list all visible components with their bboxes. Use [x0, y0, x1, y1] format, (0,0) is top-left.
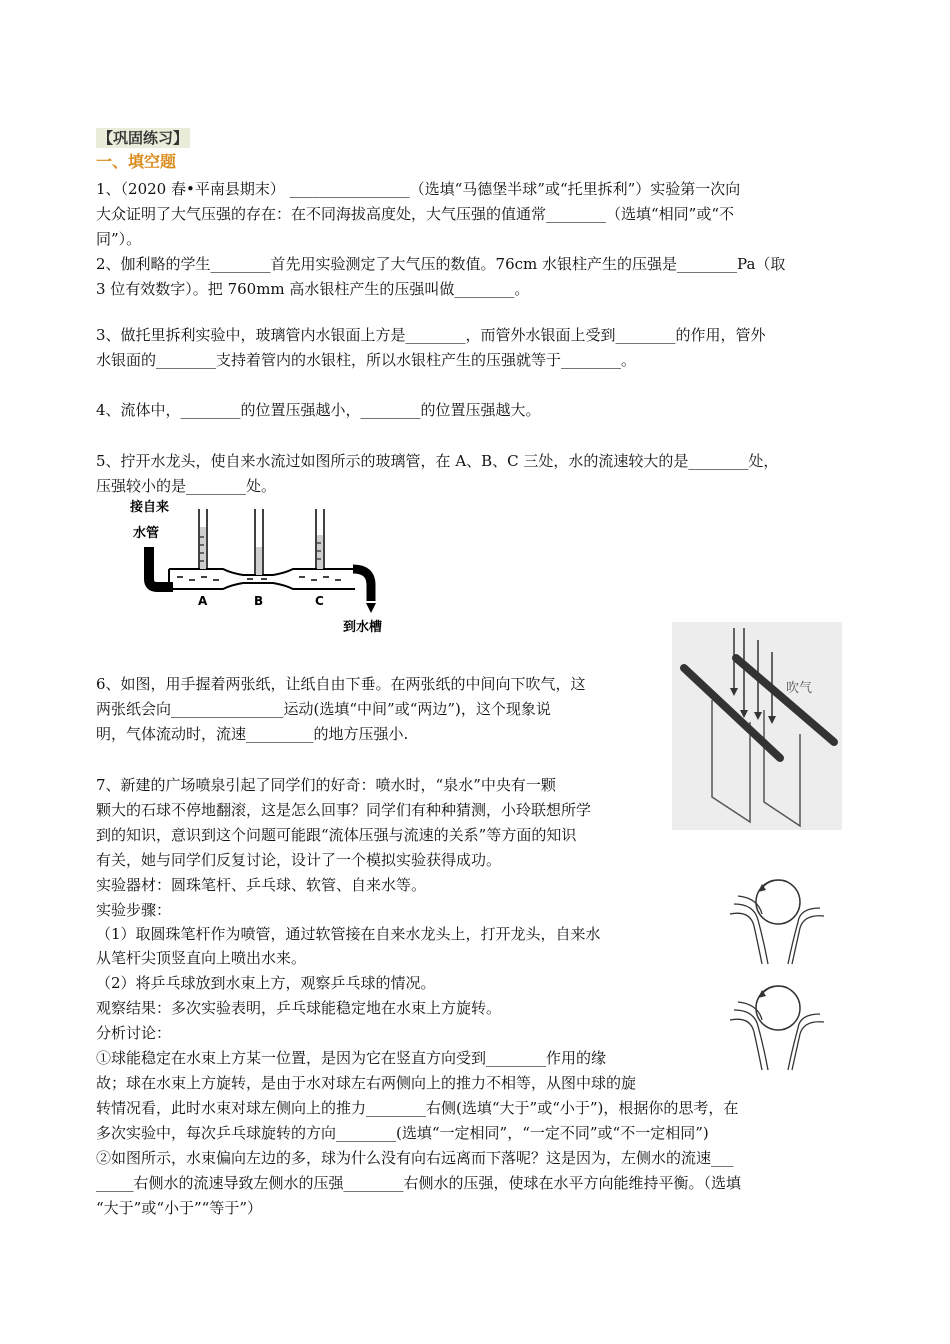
- q2-line-1: 2、伽利略的学生________首先用实验测定了大气压的数值。76cm 水银柱产生的压强是________Pa（取: [96, 255, 786, 273]
- tube-top-label-1: 接自来: [130, 500, 170, 515]
- label-b: B: [254, 594, 264, 608]
- q7-line-1: 7、新建的广场喷泉引起了同学们的好奇：喷水时，“泉水”中央有一颗: [96, 776, 556, 794]
- label-a: A: [198, 594, 208, 608]
- q7-line-3: 到的知识，意识到这个问题可能跟“流体压强与流速的关系”等方面的知识: [96, 826, 577, 844]
- q3-line-2: 水银面的________支持着管内的水银柱，所以水银柱产生的压强就等于________。: [96, 351, 637, 369]
- column-a-water: [200, 527, 206, 569]
- q5-line-1: 5、拧开水龙头，使自来水流过如图所示的玻璃管，在 A、B、C 三处，水的流速较大的是________处，: [96, 452, 779, 470]
- section-heading-fill-blanks: 一、填空题: [96, 152, 177, 171]
- water-marks: [177, 577, 341, 580]
- q7-analysis-7: “大于”或“小于”“等于”）: [96, 1199, 263, 1217]
- tube-top-label-2: 水管: [133, 526, 160, 541]
- tube-bottom-label: 到水槽: [343, 620, 383, 635]
- q7-line-2: 颗大的石球不停地翻滚，这是怎么回事？同学们有种种猜测，小玲联想所学: [96, 801, 592, 819]
- ball-figure: [728, 874, 828, 1074]
- q7-step-1: （1）取圆珠笔杆作为喷管，通过软管接在自来水龙头上，打开龙头，自来水: [96, 925, 601, 943]
- q7-materials: 实验器材：圆珠笔杆、乒乓球、软管、自来水等。: [96, 876, 427, 894]
- q7-analysis-heading: 分析讨论：: [96, 1024, 172, 1042]
- q7-analysis-4: 多次实验中，每次乒乓球旋转的方向________(选填“一定相同”，“一定不同”或“不一定相同”): [96, 1124, 709, 1142]
- column-c-water: [317, 535, 323, 569]
- q7-analysis-3: 转情况看，此时水束对球左侧向上的推力________右侧(选填“大于”或“小于”)，根据你的思考，在: [96, 1099, 739, 1117]
- q7-analysis-2: 故；球在水束上方旋转，是由于水对球左右两侧向上的推力不相等，从图中球的旋: [96, 1074, 637, 1092]
- q7-analysis-5: ②如图所示，水束偏向左边的多，球为什么没有向右远离而下落呢？这是因为，左侧水的流速___: [96, 1149, 734, 1167]
- q1-line-2: 大众证明了大气压强的存在：在不同海拔高度处，大气压强的值通常________（选填“相同”或“不: [96, 205, 735, 223]
- q7-steps-heading: 实验步骤：: [96, 901, 172, 919]
- ball-figure-bottom: [730, 986, 824, 1070]
- paper-figure: [672, 622, 842, 830]
- q1-line-3: 同”）。: [96, 230, 142, 248]
- q4-line-1: 4、流体中，________的位置压强越小，________的位置压强越大。: [96, 401, 541, 419]
- tube-bottom-wall: [169, 583, 355, 589]
- label-c: C: [315, 594, 324, 608]
- tube-figure: [125, 497, 395, 637]
- q6-line-2: 两张纸会向_______________运动(选填“中间”或“两边”)，这个现象说: [96, 700, 551, 718]
- q2-line-2: 3 位有效数字）。把 760mm 高水银柱产生的压强叫做________。: [96, 280, 530, 298]
- column-b-water: [256, 547, 262, 575]
- q5-line-2: 压强较小的是________处。: [96, 477, 277, 495]
- q6-line-1: 6、如图，用手握着两张纸，让纸自由下垂。在两张纸的中间向下吹气，这: [96, 675, 586, 693]
- practice-heading: 【巩固练习】: [98, 129, 189, 147]
- q7-analysis-6: _____右侧水的流速导致左侧水的压强________右侧水的压强，使球在水平方向能维持平衡。（选填: [96, 1174, 742, 1192]
- q7-step-1-cont: 从笔杆尖顶竖直向上喷出水来。: [96, 949, 307, 967]
- q3-line-1: 3、做托里拆利实验中，玻璃管内水银面上方是________，而管外水银面上受到________的作用，管外: [96, 326, 766, 344]
- ball-figure-top: [730, 880, 824, 964]
- q6-line-3: 明，气体流动时，流速_________的地方压强小.: [96, 725, 409, 743]
- q7-step-2: （2）将乒乓球放到水束上方，观察乒乓球的情况。: [96, 974, 436, 992]
- q7-analysis-1: ①球能稳定在水束上方某一位置，是因为它在竖直方向受到________作用的缘: [96, 1049, 607, 1067]
- q7-result: 观察结果：多次实验表明，乒乓球能稳定地在水束上方旋转。: [96, 999, 502, 1017]
- q1-line-1: 1、（2020 春•平南县期末） ________________（选填“马德堡半球”或“托里拆利”）实验第一次向: [96, 180, 741, 198]
- outlet-arrow-icon: [366, 603, 376, 613]
- outlet-pipe: [353, 569, 371, 601]
- blow-label: 吹气: [786, 681, 813, 696]
- q7-line-4: 有关，她与同学们反复讨论，设计了一个模拟实验获得成功。: [96, 851, 502, 869]
